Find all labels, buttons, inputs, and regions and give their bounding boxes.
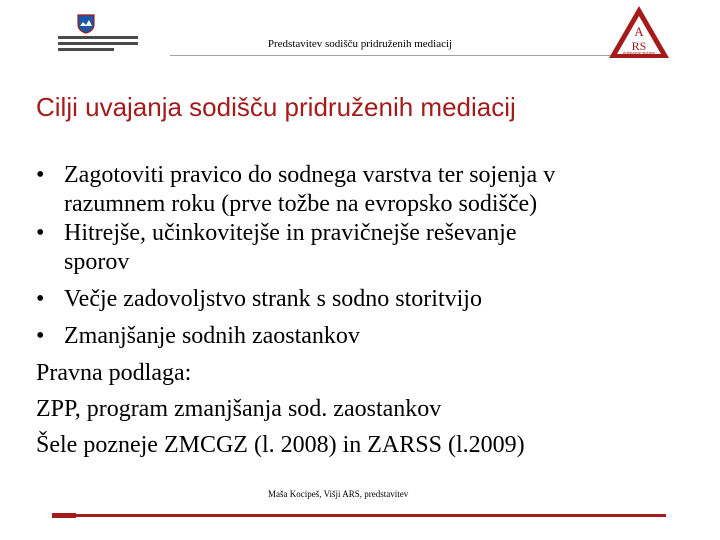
list-item-line: Hitrejše, učinkovitejše in pravičnejše reševanje [64, 220, 517, 246]
goal-list [36, 161, 696, 351]
legal-basis-heading: Pravna podlaga: [36, 360, 192, 386]
list-item [36, 161, 696, 219]
bullet-icon: • [36, 162, 45, 188]
header-title: Predstavitev sodišču pridruženih mediacij [267, 38, 453, 50]
bullet-icon: • [36, 286, 45, 312]
legal-basis-line: ZPP, program zmanjšanja sod. zaostankov [36, 396, 442, 422]
slide-title: Cilji uvajanja sodišču pridruženih mediacij [36, 92, 516, 122]
slide-body [36, 161, 696, 460]
list-item-line: Večje zadovoljstvo strank s sodno storitvijo [64, 286, 482, 312]
list-item-line: sporov [64, 249, 130, 275]
svg-text:A: A [634, 24, 644, 39]
list-item [36, 219, 696, 277]
footer-divider [52, 514, 666, 517]
list-item [36, 285, 696, 314]
list-item-line: Zagotoviti pravico do sodnega varstva ter sojenja v [64, 162, 556, 188]
list-item [36, 322, 696, 351]
bullet-icon: • [36, 220, 45, 246]
crest-text-lines [58, 36, 138, 54]
slovenia-crest-logo [52, 12, 142, 62]
list-item-line: Zmanjšanje sodnih zaostankov [64, 323, 360, 349]
footer-text: Maša Kocipeš, Višji ARS, predstavitev [268, 489, 409, 499]
header-divider [170, 55, 620, 56]
footer-accent [52, 513, 76, 518]
crest-icon [76, 14, 96, 34]
list-item-line: razumnem roku (prve tožbe na evropsko sodišče) [64, 191, 538, 217]
ars-logo-tagline: Arbitrazne storitve [622, 50, 656, 55]
bullet-icon: • [36, 323, 45, 349]
legal-basis-line: Šele pozneje ZMCGZ (l. 2008) in ZARSS (l.2009) [36, 432, 525, 458]
svg-text:RS: RS [631, 39, 647, 53]
